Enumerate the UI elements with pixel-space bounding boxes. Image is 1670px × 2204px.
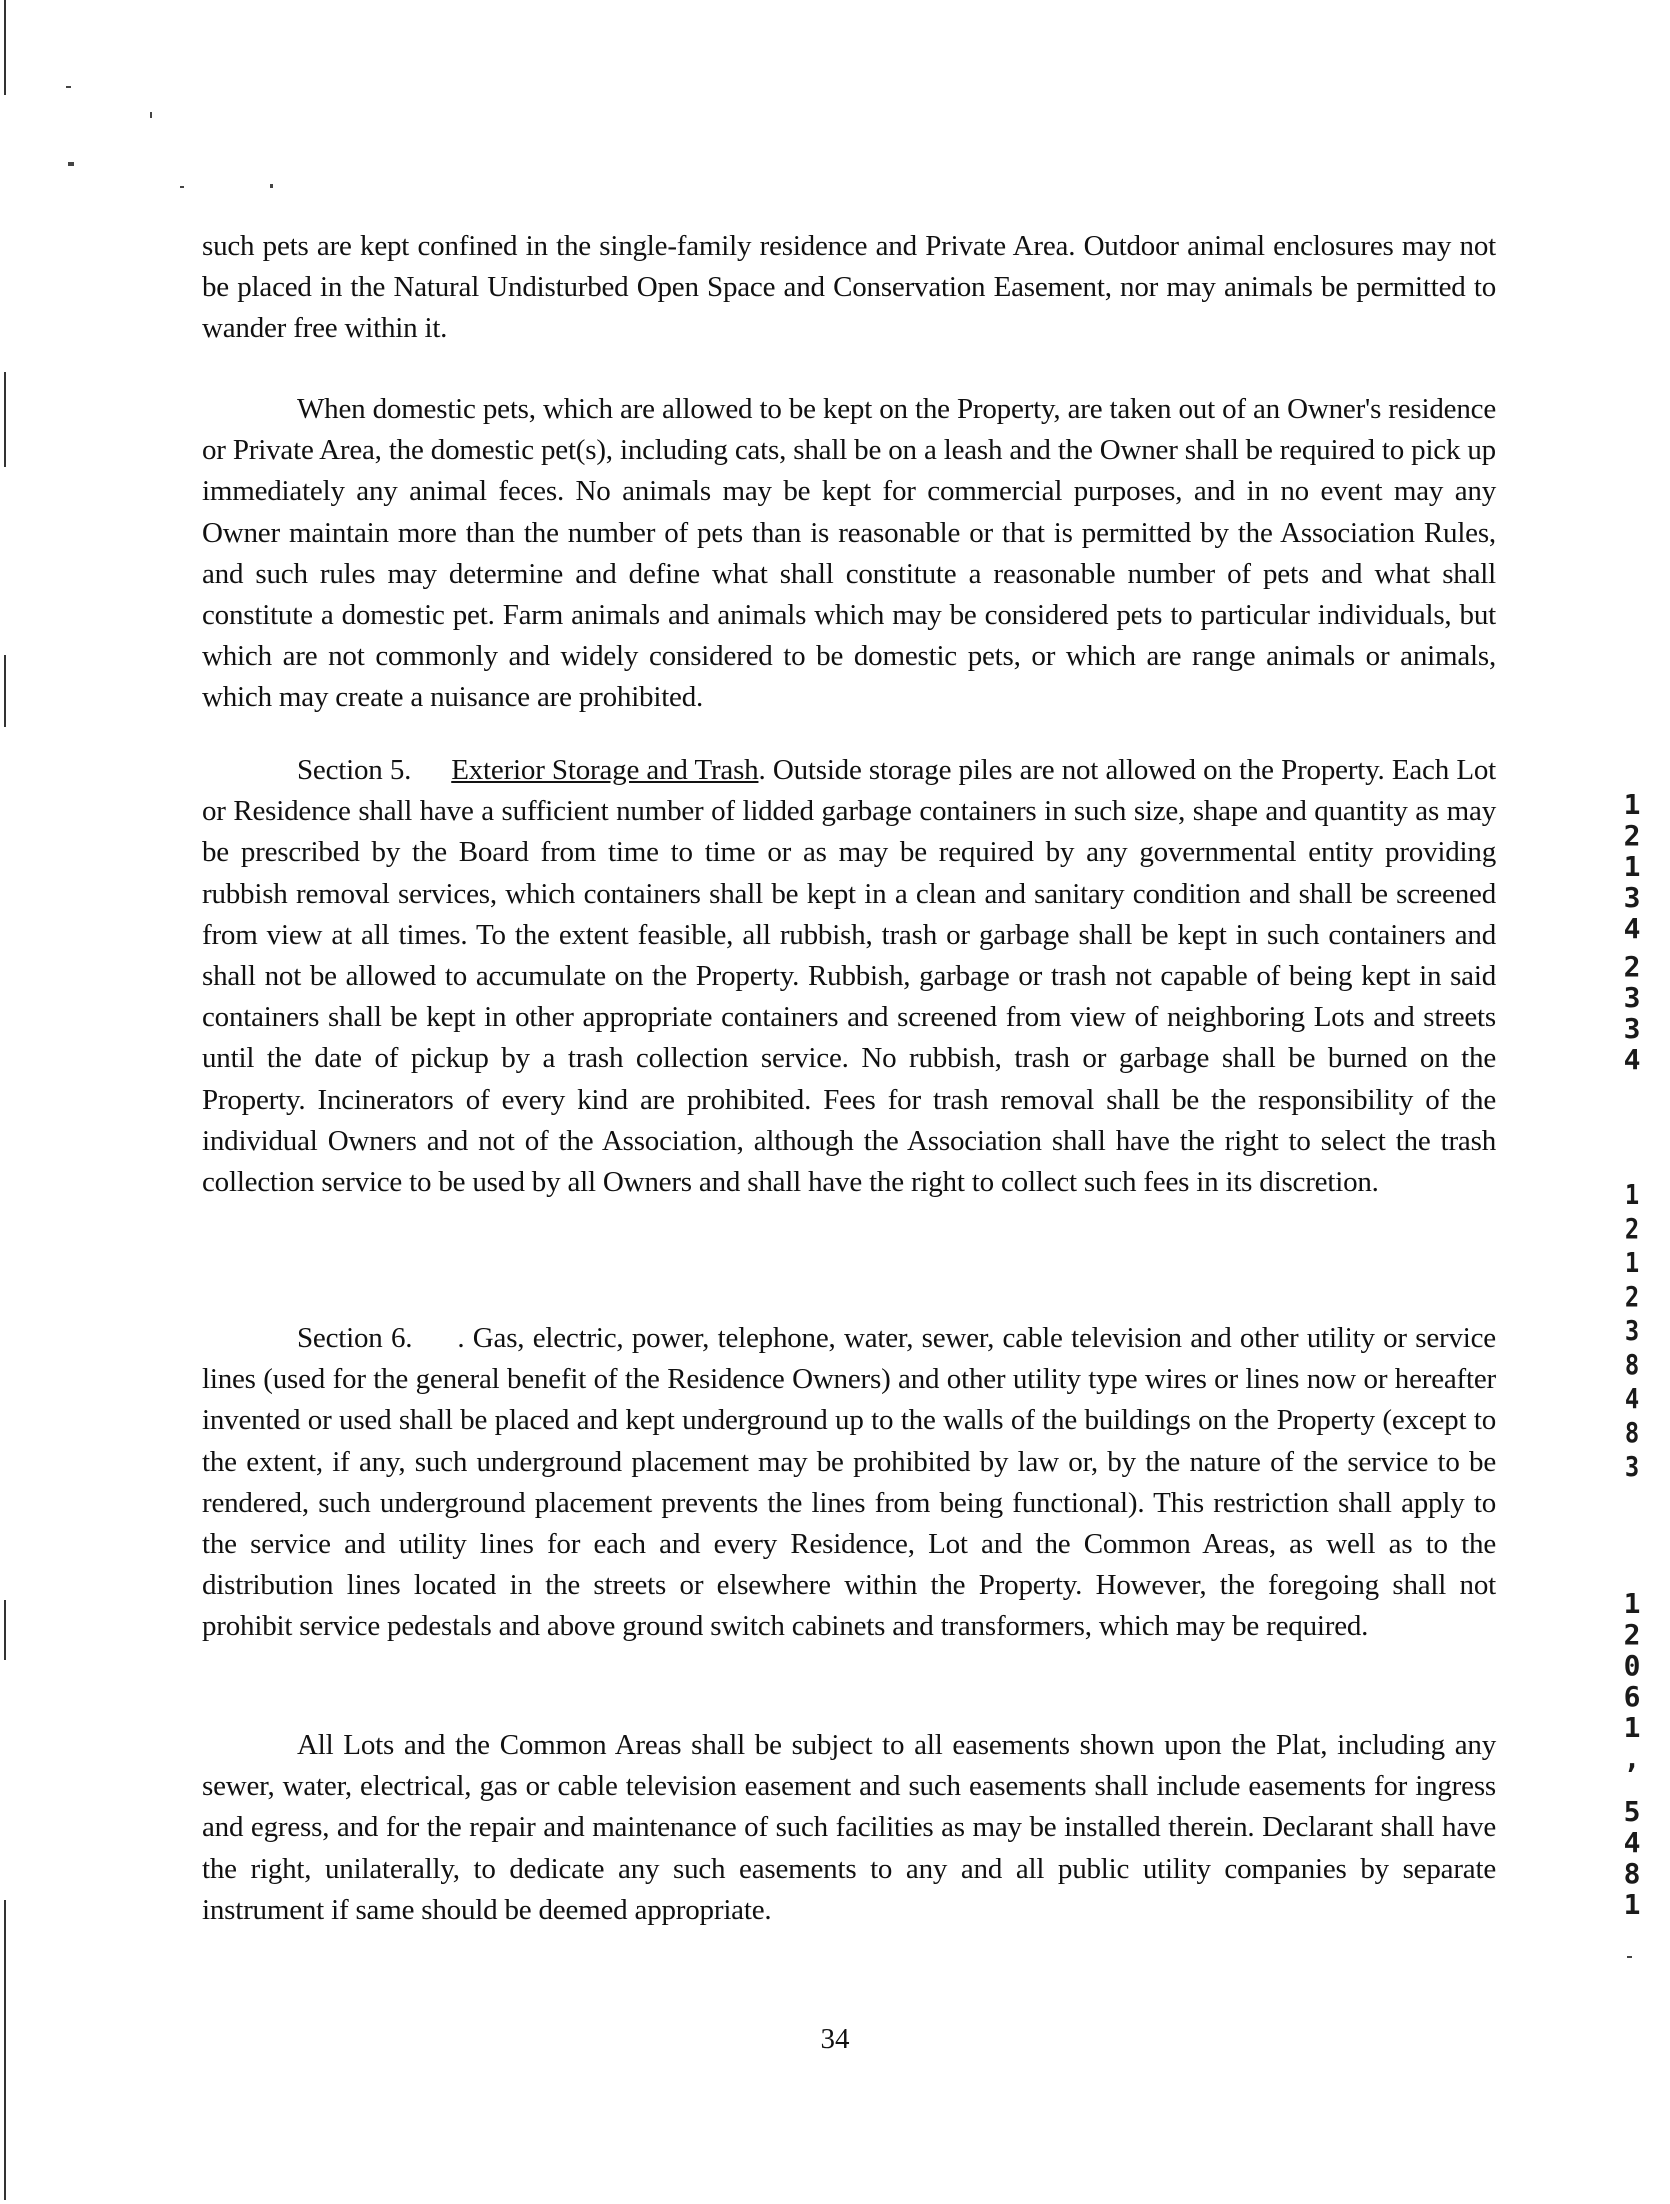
paragraph-domestic-pets: When domestic pets, which are allowed to be kept on the Property, are taken out of an Owner's residence or Private Area, the domestic pet(s), including cats, shall be on a leash and the Owner shall be required to pick up immediately any animal feces. No animals may be kept for commercial purposes, and in no event may any Owner maintain more than the number of pets than is reasonable or that is permitted by the Association Rules, and such rules may determine and define what shall constitute a reasonable number of pets and what shall constitute a domestic pet. Farm animals and animals which may be considered pets to particular individuals, but which are not commonly and widely considered to be domestic pets, or which are range animals or animals, which may create a nuisance are prohibited. bbox=[202, 393, 1496, 714]
paragraph-pets-confinement: such pets are kept confined in the single-family residence and Private Area. Outdoor animal enclosures may not be placed in the Natural Undisturbed Open Space and Conservation Easement, nor may animals be permitted to wander free within it. bbox=[202, 230, 1496, 345]
stamp-digit: 5 bbox=[1623, 1795, 1641, 1828]
section-5-heading-end: . bbox=[758, 754, 766, 786]
margin-stamp-group-2 bbox=[1612, 951, 1652, 1075]
section-5-body: Outside storage piles are not allowed on the Property. Each Lot or Residence shall have a sufficient number of lidded garbage containers in such size, shape and quantity as may be prescribed by the Board from time to time or as may be required by any governmental entity providing rubbish removal services, which containers shall be kept in a clean and sanitary condition and shall be screened from view at all times. To the extent feasible, all rubbish, trash or garbage shall be kept in such containers and shall not be allowed to accumulate on the Property. Rubbish, garbage or trash not capable of being kept in said containers shall be kept in other appropriate containers and screened from view of neighboring Lots and streets until the date of pickup by a trash collection service. No rubbish, trash or garbage shall be burned on the Property. Incinerators of every kind are prohibited. Fees for trash removal shall be the responsibility of the individual Owners and not of the Association, although the Association shall have the right to select the trash collection service to be used by all Owners and shall have the right to collect such fees in its discretion. bbox=[202, 754, 1496, 1199]
stamp-digit: 1 bbox=[1624, 1246, 1640, 1279]
page-number: 34 bbox=[820, 2023, 850, 2055]
stamp-digit: 6 bbox=[1623, 1680, 1641, 1713]
stamp-digit: 3 bbox=[1623, 1012, 1641, 1045]
stamp-digit: 2 bbox=[1624, 1280, 1640, 1313]
stamp-digit: 4 bbox=[1623, 1826, 1641, 1859]
scan-artifact-line bbox=[4, 1600, 6, 1660]
stamp-digit: 8 bbox=[1623, 1857, 1641, 1890]
margin-stamp-group-1 bbox=[1612, 789, 1652, 944]
stamp-digit: 1 bbox=[1623, 1711, 1641, 1744]
section-6-utilities bbox=[202, 1318, 1496, 1648]
stamp-digit: , bbox=[1623, 1742, 1641, 1775]
stamp-digit: 0 bbox=[1623, 1649, 1641, 1682]
section-6-heading-end: . bbox=[457, 1322, 465, 1354]
stamp-digit: 1 bbox=[1623, 850, 1641, 883]
stamp-digit: 3 bbox=[1623, 881, 1641, 914]
stamp-digit: 1 bbox=[1623, 1888, 1641, 1921]
stamp-digit: 3 bbox=[1624, 1314, 1640, 1347]
section-5-exterior-storage bbox=[202, 750, 1496, 1203]
scan-artifact-dot bbox=[150, 112, 152, 118]
section-6-label: Section 6. bbox=[297, 1322, 413, 1354]
scan-artifact-dot bbox=[180, 186, 184, 188]
stamp-digit: 2 bbox=[1624, 1212, 1640, 1245]
margin-stamp-group-3 bbox=[1615, 1178, 1649, 1484]
stamp-digit: 8 bbox=[1624, 1348, 1640, 1381]
scan-artifact-dot bbox=[68, 162, 74, 166]
scan-artifact-line bbox=[4, 372, 6, 467]
stamp-digit: 2 bbox=[1623, 950, 1641, 983]
stamp-digit: 3 bbox=[1623, 981, 1641, 1014]
stamp-digit: 1 bbox=[1624, 1178, 1640, 1211]
section-5-heading: Exterior Storage and Trash bbox=[451, 754, 759, 786]
stamp-digit: 1 bbox=[1623, 1587, 1641, 1620]
stamp-digit: 8 bbox=[1624, 1416, 1640, 1449]
scan-artifact-dot bbox=[66, 86, 71, 88]
scan-artifact-line bbox=[4, 0, 6, 95]
stamp-digit: 4 bbox=[1624, 1382, 1640, 1415]
stamp-digit: 1 bbox=[1623, 788, 1641, 821]
scan-artifact-dot bbox=[1627, 1956, 1632, 1958]
stamp-digit: 4 bbox=[1623, 912, 1641, 945]
stamp-digit: 2 bbox=[1623, 1618, 1641, 1651]
stamp-digit: 2 bbox=[1623, 819, 1641, 852]
stamp-digit: 4 bbox=[1623, 1043, 1641, 1076]
margin-stamp-group-5 bbox=[1612, 1796, 1652, 1920]
section-5-label: Section 5. bbox=[297, 754, 412, 786]
stamp-digit: 3 bbox=[1624, 1450, 1640, 1483]
paragraph-easements: All Lots and the Common Areas shall be subject to all easements shown upon the Plat, including any sewer, water, electrical, gas or cable television easement and such easements shall include easements for ingress and egress, and for the repair and maintenance of such facilities as may be installed therein. Declarant shall have the right, unilaterally, to dedicate any such easements to any and all public utility companies by separate instrument if same should be deemed appropriate. bbox=[202, 1729, 1496, 1926]
margin-stamp-group-4 bbox=[1612, 1588, 1652, 1774]
scan-artifact-dot bbox=[270, 184, 273, 188]
scan-artifact-line bbox=[4, 655, 6, 727]
section-6-body: Gas, electric, power, telephone, water, sewer, cable television and other utility or service lines (used for the general benefit of the Residence Owners) and other utility type wires or lines now or hereafter invented or used shall be placed and kept underground up to the walls of the buildings on the Property (except to the extent, if any, such underground placement may be prohibited by law or, by the nature of the service to be rendered, such underground placement prevents the lines from being functional). This restriction shall apply to the service and utility lines for each and every Residence, Lot and the Common Areas, as well as to the distribution lines located in the streets or elsewhere within the Property. However, the foregoing shall not prohibit service pedestals and above ground switch cabinets and transformers, which may be required. bbox=[202, 1322, 1496, 1643]
